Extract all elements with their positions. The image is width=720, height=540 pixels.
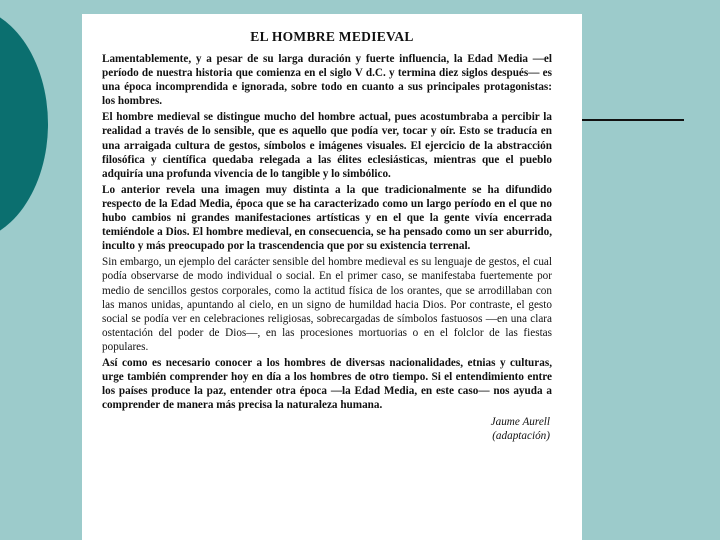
document-title: EL HOMBRE MEDIEVAL [250,29,414,44]
document-body [102,52,552,443]
author-signature [102,415,552,443]
decorative-teal-circle [0,6,48,242]
adaptation-note: (adaptación) [492,430,550,443]
author-name: Jaume Aurell [490,416,550,429]
paragraph-3: Lo anterior revela una imagen muy distinta a la que tradicionalmente se ha difundido respecto de la Edad Media, época que se ha caracterizado como un largo período en el que no hubo cambios ni grandes manifestaciones artísticas y en el que la gente vivía encerrada temiéndole a Dios. El hombre medieval, en consecuencia, se ha pensado como un ser aburrido, inculto y más preocupado por la trascendencia que por su existencia terrenal. [102,183,552,253]
paragraph-2: El hombre medieval se distingue mucho del hombre actual, pues acostumbraba a percibir la realidad a través de lo sensible, que es aquello que podía ver, tocar y oír. Esto se traducía en una arraigada cultura de gestos, símbolos e imágenes visuales. El ejercicio de la abstracción filosófica y científica quedaba relegada a las élites eclesiásticas, mientras que el pueblo adquiría una profunda vivencia de lo tangible y lo simbólico. [102,111,552,180]
paragraph-4: Sin embargo, un ejemplo del carácter sensible del hombre medieval es su lenguaje de gestos, el cual podía observarse de modo individual o social. En el primer caso, se manifestaba fuertemente por medio de sencillos gestos corporales, como la actitud física de los orantes, que se arrodillaban con las manos unidas, apuntando al cielo, en un signo de humildad hacia Dios. Por contraste, el gesto social se podía ver en celebraciones religiosas, sobrecargadas de símbolos fastuosos —en una clara ostentación del poder de Dios—, en las procesiones mortuorias o en el folclor de las fiestas populares. [102,256,552,353]
paragraph-1: Lamentablemente, y a pesar de su larga duración y fuerte influencia, la Edad Media —el período de nuestra historia que comienza en el siglo V d.C. y termina diez siglos después— es una época incomprendida e ignorada, sobre todo en cuanto a sus principales protagonistas: los hombres. [102,53,552,108]
paragraph-5: Así como es necesario conocer a los hombres de diversas nacionalidades, etnias y culturas, urge también comprender hoy en día a los hombres de otro tiempo. Si el entendimiento entre los países produce la paz, entender otra época —la Edad Media, en este caso— nos ayuda a comprender de manera más precisa la naturaleza humana. [102,356,552,412]
document-page [82,14,582,540]
